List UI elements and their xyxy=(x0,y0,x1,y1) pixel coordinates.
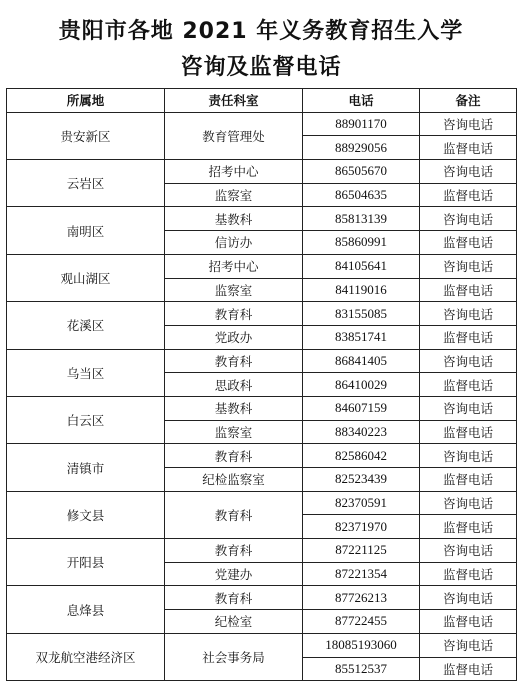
note-cell: 监督电话 xyxy=(420,325,517,349)
table-row xyxy=(7,444,517,468)
department-cell: 监察室 xyxy=(165,420,303,444)
note-cell: 咨询电话 xyxy=(420,396,517,420)
region-cell: 清镇市 xyxy=(7,444,165,491)
header-phone: 电话 xyxy=(303,89,420,113)
table-row xyxy=(7,112,517,136)
department-cell: 教育科 xyxy=(165,349,303,373)
phone-cell: 85860991 xyxy=(303,231,420,255)
header-department: 责任科室 xyxy=(165,89,303,113)
note-cell: 监督电话 xyxy=(420,136,517,160)
phone-cell: 86505670 xyxy=(303,160,420,184)
department-cell: 招考中心 xyxy=(165,160,303,184)
phone-cell: 18085193060 xyxy=(303,633,420,657)
department-cell: 教育科 xyxy=(165,586,303,610)
phone-cell: 83155085 xyxy=(303,302,420,326)
table-row xyxy=(7,396,517,420)
document-title-line2: 咨询及监督电话 xyxy=(180,55,342,80)
department-cell: 教育科 xyxy=(165,491,303,538)
department-cell: 监察室 xyxy=(165,183,303,207)
department-cell: 思政科 xyxy=(165,373,303,397)
region-cell: 南明区 xyxy=(7,207,165,254)
region-cell: 息烽县 xyxy=(7,586,165,633)
phone-cell: 84119016 xyxy=(303,278,420,302)
note-cell: 监督电话 xyxy=(420,515,517,539)
note-cell: 咨询电话 xyxy=(420,633,517,657)
note-cell: 监督电话 xyxy=(420,278,517,302)
note-cell: 监督电话 xyxy=(420,373,517,397)
phone-cell: 88901170 xyxy=(303,112,420,136)
note-cell: 监督电话 xyxy=(420,231,517,255)
note-cell: 咨询电话 xyxy=(420,112,517,136)
document-title-line1: 贵阳市各地 2021 年义务教育招生入学 xyxy=(58,19,464,44)
region-cell: 开阳县 xyxy=(7,539,165,586)
note-cell: 咨询电话 xyxy=(420,491,517,515)
phone-cell: 86410029 xyxy=(303,373,420,397)
department-cell: 党政办 xyxy=(165,325,303,349)
phone-cell: 86841405 xyxy=(303,349,420,373)
department-cell: 招考中心 xyxy=(165,254,303,278)
phone-cell: 82586042 xyxy=(303,444,420,468)
table-row xyxy=(7,633,517,657)
department-cell: 教育科 xyxy=(165,539,303,563)
phone-cell: 85512537 xyxy=(303,657,420,681)
header-note: 备注 xyxy=(420,89,517,113)
phone-cell: 84105641 xyxy=(303,254,420,278)
note-cell: 咨询电话 xyxy=(420,302,517,326)
note-cell: 监督电话 xyxy=(420,562,517,586)
department-cell: 基教科 xyxy=(165,396,303,420)
department-cell: 社会事务局 xyxy=(165,633,303,680)
note-cell: 咨询电话 xyxy=(420,207,517,231)
department-cell: 纪检监察室 xyxy=(165,468,303,492)
phone-cell: 88929056 xyxy=(303,136,420,160)
phone-cell: 88340223 xyxy=(303,420,420,444)
department-cell: 教育管理处 xyxy=(165,112,303,159)
department-cell: 监察室 xyxy=(165,278,303,302)
table-header-row xyxy=(7,89,517,113)
phone-cell: 82370591 xyxy=(303,491,420,515)
phone-cell: 85813139 xyxy=(303,207,420,231)
table-row xyxy=(7,586,517,610)
department-cell: 教育科 xyxy=(165,444,303,468)
note-cell: 监督电话 xyxy=(420,657,517,681)
region-cell: 贵安新区 xyxy=(7,112,165,159)
phone-cell: 82371970 xyxy=(303,515,420,539)
table-row xyxy=(7,349,517,373)
region-cell: 乌当区 xyxy=(7,349,165,396)
region-cell: 修文县 xyxy=(7,491,165,538)
note-cell: 咨询电话 xyxy=(420,254,517,278)
phone-cell: 87221125 xyxy=(303,539,420,563)
region-cell: 花溪区 xyxy=(7,302,165,349)
department-cell: 党建办 xyxy=(165,562,303,586)
note-cell: 监督电话 xyxy=(420,610,517,634)
region-cell: 双龙航空港经济区 xyxy=(7,633,165,680)
region-cell: 云岩区 xyxy=(7,160,165,207)
note-cell: 咨询电话 xyxy=(420,586,517,610)
note-cell: 监督电话 xyxy=(420,420,517,444)
note-cell: 咨询电话 xyxy=(420,349,517,373)
table-row xyxy=(7,160,517,184)
department-cell: 信访办 xyxy=(165,231,303,255)
table-row xyxy=(7,539,517,563)
note-cell: 咨询电话 xyxy=(420,444,517,468)
table-row xyxy=(7,207,517,231)
header-region: 所属地 xyxy=(7,89,165,113)
phone-cell: 87722455 xyxy=(303,610,420,634)
phone-cell: 87221354 xyxy=(303,562,420,586)
department-cell: 基教科 xyxy=(165,207,303,231)
phone-cell: 83851741 xyxy=(303,325,420,349)
region-cell: 观山湖区 xyxy=(7,254,165,301)
department-cell: 教育科 xyxy=(165,302,303,326)
table-row xyxy=(7,491,517,515)
phone-cell: 86504635 xyxy=(303,183,420,207)
note-cell: 监督电话 xyxy=(420,468,517,492)
note-cell: 咨询电话 xyxy=(420,539,517,563)
region-cell: 白云区 xyxy=(7,396,165,443)
note-cell: 咨询电话 xyxy=(420,160,517,184)
phone-cell: 87726213 xyxy=(303,586,420,610)
note-cell: 监督电话 xyxy=(420,183,517,207)
department-cell: 纪检室 xyxy=(165,610,303,634)
table-row xyxy=(7,254,517,278)
contact-table xyxy=(6,88,517,681)
phone-cell: 84607159 xyxy=(303,396,420,420)
table-row xyxy=(7,302,517,326)
phone-cell: 82523439 xyxy=(303,468,420,492)
